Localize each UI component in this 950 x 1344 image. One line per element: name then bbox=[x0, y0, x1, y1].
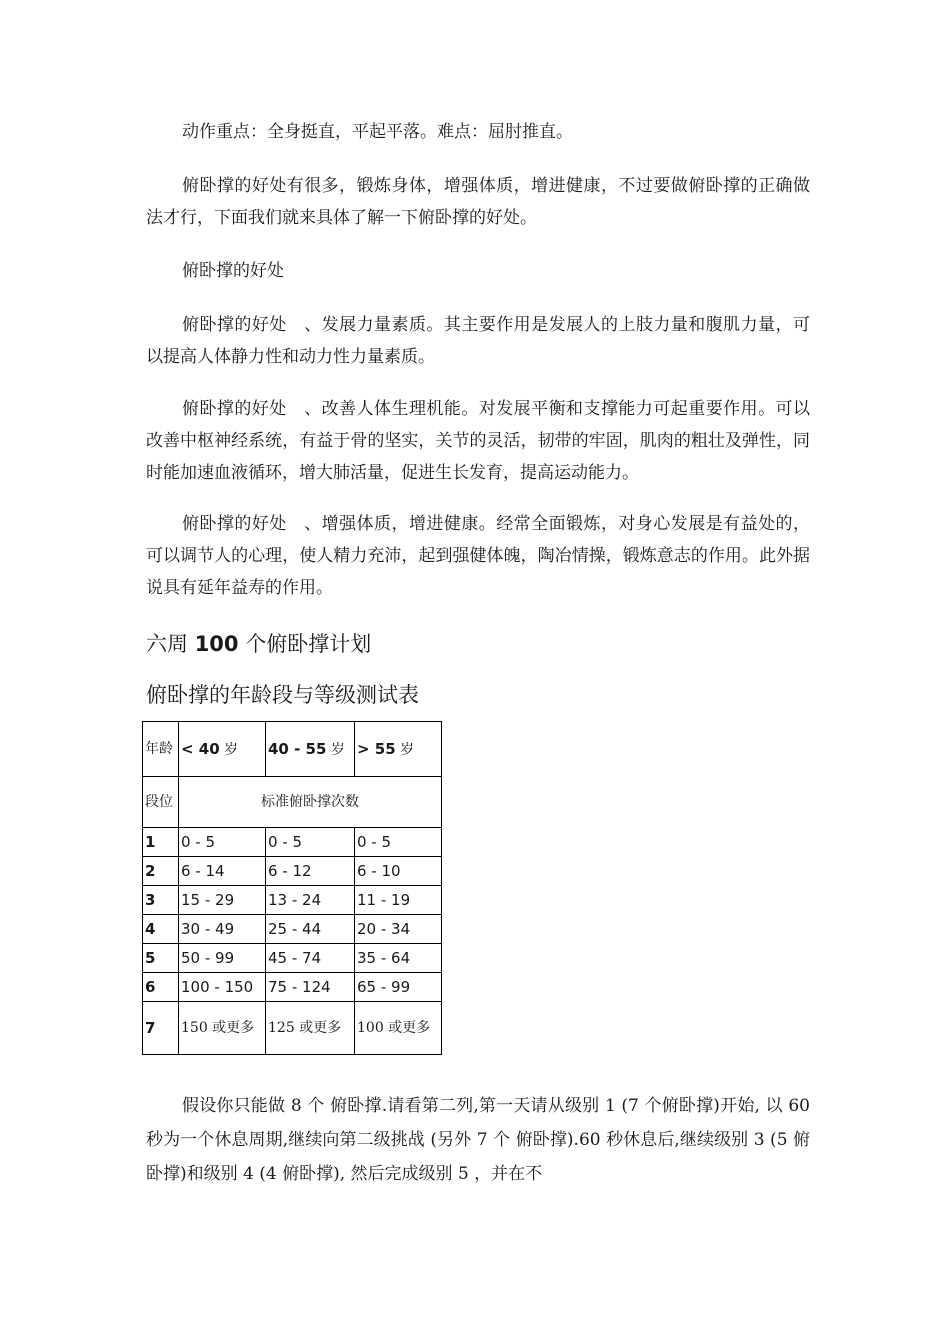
value-cell: 0 - 5 bbox=[355, 828, 442, 857]
value-cell: 0 - 5 bbox=[266, 828, 355, 857]
age-level-table bbox=[142, 721, 442, 1055]
value-cell: 6 - 12 bbox=[266, 857, 355, 886]
value-cell: 75 - 124 bbox=[266, 973, 355, 1002]
standard-count-label: 标准俯卧撑次数 bbox=[179, 777, 442, 828]
paragraph-benefit-physiology: 俯卧撑的好处 、改善人体生理机能。对发展平衡和支撑能力可起重要作用。可以改善中枢神经系统，有益于骨的坚实，关节的灵活，韧带的牢固，肌肉的粗壮及弹性，同时能加速血液循环，增大肺活量，促进生长发育，提高运动能力。 bbox=[146, 399, 810, 483]
level-cell: 5 bbox=[143, 944, 179, 973]
value-cell: 6 - 14 bbox=[179, 857, 266, 886]
value-cell: 150 或更多 bbox=[179, 1002, 266, 1055]
table-row bbox=[143, 973, 442, 1002]
header-over-55: > 55 岁 bbox=[355, 722, 442, 777]
level-cell: 7 bbox=[143, 1002, 179, 1055]
level-cell: 3 bbox=[143, 886, 179, 915]
age-label-cell: 年龄 bbox=[143, 722, 179, 777]
paragraph-key-points: 动作重点：全身挺直，平起平落。难点：屈肘推直。 bbox=[182, 122, 573, 142]
value-cell: 25 - 44 bbox=[266, 915, 355, 944]
plan-heading: 六周 100 个俯卧撑计划 bbox=[146, 632, 372, 656]
value-cell: 100 - 150 bbox=[179, 973, 266, 1002]
value-cell: 45 - 74 bbox=[266, 944, 355, 973]
level-label-cell: 段位 bbox=[143, 777, 179, 828]
table-row bbox=[143, 915, 442, 944]
value-cell: 30 - 49 bbox=[179, 915, 266, 944]
table-row bbox=[143, 886, 442, 915]
value-cell: 125 或更多 bbox=[266, 1002, 355, 1055]
table-row bbox=[143, 828, 442, 857]
paragraph-benefit-strength: 俯卧撑的好处 、发展力量素质。其主要作用是发展人的上肢力量和腹肌力量，可以提高人体静力性和动力性力量素质。 bbox=[146, 315, 810, 367]
level-cell: 1 bbox=[143, 828, 179, 857]
table-row bbox=[143, 1002, 442, 1055]
level-cell: 6 bbox=[143, 973, 179, 1002]
value-cell: 20 - 34 bbox=[355, 915, 442, 944]
table-row bbox=[143, 857, 442, 886]
paragraph-benefits-heading: 俯卧撑的好处 bbox=[182, 261, 284, 281]
header-40-55: 40 - 55 岁 bbox=[266, 722, 355, 777]
table-row bbox=[143, 944, 442, 973]
value-cell: 50 - 99 bbox=[179, 944, 266, 973]
value-cell: 6 - 10 bbox=[355, 857, 442, 886]
value-cell: 35 - 64 bbox=[355, 944, 442, 973]
value-cell: 65 - 99 bbox=[355, 973, 442, 1002]
value-cell: 15 - 29 bbox=[179, 886, 266, 915]
value-cell: 11 - 19 bbox=[355, 886, 442, 915]
paragraph-intro: 俯卧撑的好处有很多，锻炼身体，增强体质，增进健康，不过要做俯卧撑的正确做法才行，下面我们就来具体了解一下俯卧撑的好处。 bbox=[146, 176, 810, 228]
level-cell: 4 bbox=[143, 915, 179, 944]
header-under-40: < 40 岁 bbox=[179, 722, 266, 777]
value-cell: 13 - 24 bbox=[266, 886, 355, 915]
paragraph-benefit-health: 俯卧撑的好处 、增强体质，增进健康。经常全面锻炼，对身心发展是有益处的，可以调节人的心理，使人精力充沛，起到强健体魄，陶冶情操，锻炼意志的作用。此外据说具有延年益寿的作用。 bbox=[146, 514, 810, 598]
level-cell: 2 bbox=[143, 857, 179, 886]
value-cell: 0 - 5 bbox=[179, 828, 266, 857]
paragraph-plan-instructions: 假设你只能做 8 个 俯卧撑.请看第二列,第一天请从级别 1 (7 个俯卧撑)开始, 以 60 秒为一个休息周期,继续向第二级挑战 (另外 7 个 俯卧撑).60 秒休息后,继续级别 3 (5 俯卧撑)和级别 4 (4 俯卧撑), 然后完成级别 5 ，并在不 bbox=[146, 1096, 810, 1184]
value-cell: 100 或更多 bbox=[355, 1002, 442, 1055]
table-title: 俯卧撑的年龄段与等级测试表 bbox=[146, 683, 419, 707]
